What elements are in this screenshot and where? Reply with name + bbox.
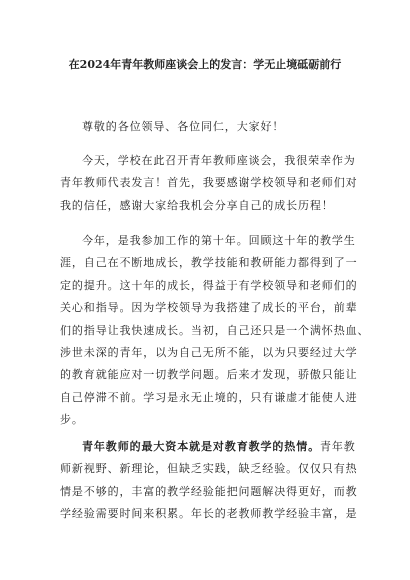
paragraph-line: 们的指导让我快速成长。当初，自己还只是一个满怀热血、 [60,323,370,337]
paragraph-line: 的教育就能应对一切教学问题。后来才发现，骄傲只能让 [60,368,358,382]
paragraph-line: 涯，自己在不断地成长，教学技能和教研能力都得到了一 [60,256,358,270]
greeting-line: 尊敬的各位领导、各位同仁，大家好！ [82,120,285,133]
paragraph-line: 关心和指导。因为学校领导为我搭建了成长的平台，前辈 [60,301,358,315]
paragraph-3 [60,436,358,526]
paragraph-first-line [60,436,356,458]
paragraph-line: 情是不够的，丰富的教学经验能把问题解决得更好，而教 [60,484,358,498]
paragraph-line: 自己停滞不前。学习是永无止境的，只有谦虚才能使人进 [60,390,358,404]
greeting-paragraph [60,116,350,138]
paragraph-1 [60,150,358,217]
paragraph-line: 我的信任，感谢大家给我机会分享自己的成长历程！ [60,198,334,212]
paragraph-line: 涉世未深的青年，以为自己无所不能，以为只要经过大学 [60,345,358,359]
paragraph-line: 今天，学校在此召开青年教师座谈会，我很荣幸作为 [82,154,356,167]
document-title: 在2024年青年教师座谈会上的发言：学无止境砥砺前行 [68,58,342,71]
paragraph-line: 青年教师代表发言！首先，我要感谢学校领导和老师们对 [60,176,358,190]
paragraph-line: 师新视野、新理论，但缺乏实践，缺乏经验。仅仅只有热 [60,462,358,476]
paragraph-lead-continuation: 青年教 [320,440,356,453]
paragraph-2 [60,230,370,432]
paragraph-line: 今年，是我参加工作的第十年。回顾这十年的教学生 [82,234,356,247]
paragraph-line: 步。 [60,413,84,427]
paragraph-line: 定的提升。这十年的成长，得益于有学校领导和老师们的 [60,278,358,292]
paragraph-line: 学经验需要时间来积累。年长的老教师教学经验丰富，是 [60,507,358,521]
paragraph-lead-sentence: 青年教师的最大资本就是对教育教学的热情。 [82,440,320,453]
